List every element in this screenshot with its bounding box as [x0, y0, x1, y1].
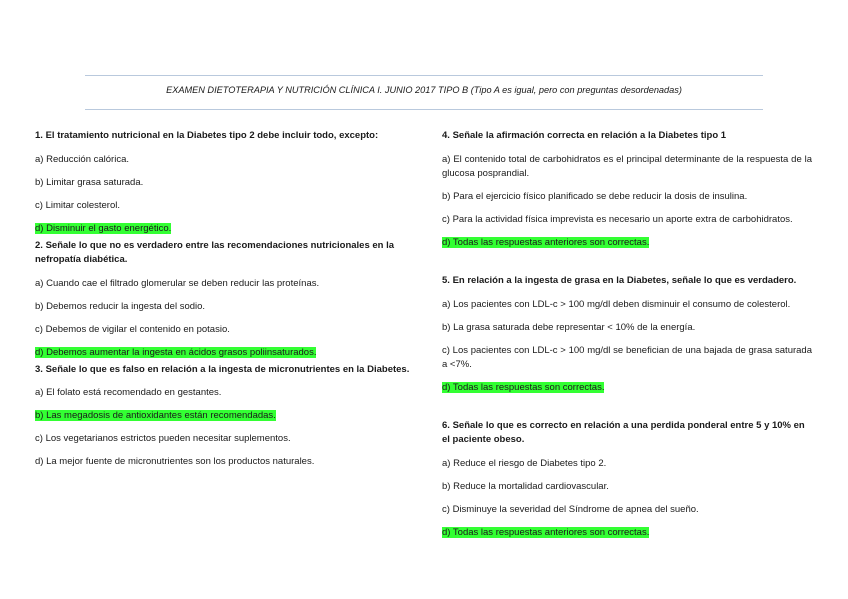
question-1: [35, 129, 415, 236]
header-bottom-rule: [85, 109, 763, 110]
option-b: b) Reduce la mortalidad cardiovascular.: [442, 481, 609, 492]
question-3: [35, 363, 415, 469]
option-a: a) El contenido total de carbohidratos es el principal determinante de la respuesta de la glucosa posprandial.: [442, 154, 812, 179]
question-6: [442, 419, 812, 540]
option-b: b) La grasa saturada debe representar < 10% de la energía.: [442, 322, 696, 333]
option-d-correct: d) Todas las respuestas anteriores son correctas.: [442, 527, 650, 538]
question-5: [442, 274, 812, 395]
option-c: c) Para la actividad física imprevista es necesario un aporte extra de carbohidratos.: [442, 214, 793, 225]
option-b: b) Limitar grasa saturada.: [35, 177, 144, 188]
option-d-correct: d) Todas las respuestas anteriores son correctas.: [442, 237, 650, 248]
question-title: 3. Señale lo que es falso en relación a la ingesta de micronutrientes en la Diabetes.: [35, 364, 410, 375]
option-a: a) El folato está recomendado en gestantes.: [35, 387, 222, 398]
exam-title: EXAMEN DIETOTERAPIA Y NUTRICIÓN CLÍNICA I. JUNIO 2017 TIPO B: [166, 85, 469, 95]
option-d-correct: d) Todas las respuestas son correctas.: [442, 382, 605, 393]
option-b: b) Para el ejercicio físico planificado se debe reducir la dosis de insulina.: [442, 191, 748, 202]
option-b-correct: b) Las megadosis de antioxidantes están recomendadas.: [35, 410, 276, 421]
option-d-correct: d) Debemos aumentar la ingesta en ácidos grasos poliinsaturados.: [35, 347, 317, 358]
question-title: 2. Señale lo que no es verdadero entre las recomendaciones nutricionales en la nefropatía diabética.: [35, 240, 395, 265]
option-b: b) Debemos reducir la ingesta del sodio.: [35, 301, 206, 312]
option-a: a) Reducción calórica.: [35, 154, 129, 165]
question-title: 6. Señale lo que es correcto en relación a una perdida ponderal entre 5 y 10% en el paciente obeso.: [442, 420, 805, 445]
question-title: 1. El tratamiento nutricional en la Diabetes tipo 2 debe incluir todo, excepto:: [35, 130, 379, 141]
question-title: 4. Señale la afirmación correcta en relación a la Diabetes tipo 1: [442, 130, 727, 141]
option-c: c) Debemos de vigilar el contenido en potasio.: [35, 324, 230, 335]
option-c: c) Disminuye la severidad del Síndrome de apnea del sueño.: [442, 504, 699, 515]
option-a: a) Cuando cae el filtrado glomerular se deben reducir las proteínas.: [35, 278, 320, 289]
question-title: 5. En relación a la ingesta de grasa en la Diabetes, señale lo que es verdadero.: [442, 275, 797, 286]
option-c: c) Los vegetarianos estrictos pueden necesitar suplementos.: [35, 433, 291, 444]
option-d-correct: d) Disminuir el gasto energético.: [35, 223, 172, 234]
exam-subtitle: (Tipo A es igual, pero con preguntas desordenadas): [470, 85, 682, 95]
question-4: [442, 129, 812, 250]
option-d: d) La mejor fuente de micronutrientes son los productos naturales.: [35, 456, 315, 467]
question-2: [35, 239, 415, 360]
right-column: [442, 129, 812, 540]
option-a: a) Reduce el riesgo de Diabetes tipo 2.: [442, 458, 607, 469]
header-top-rule: [85, 75, 763, 76]
option-a: a) Los pacientes con LDL-c > 100 mg/dl deben disminuir el consumo de colesterol.: [442, 299, 791, 310]
left-column: [35, 129, 415, 469]
option-c: c) Los pacientes con LDL-c > 100 mg/dl se benefician de una bajada de grasa saturada a <7%.: [442, 345, 812, 370]
exam-header: [85, 85, 763, 95]
option-c: c) Limitar colesterol.: [35, 200, 121, 211]
